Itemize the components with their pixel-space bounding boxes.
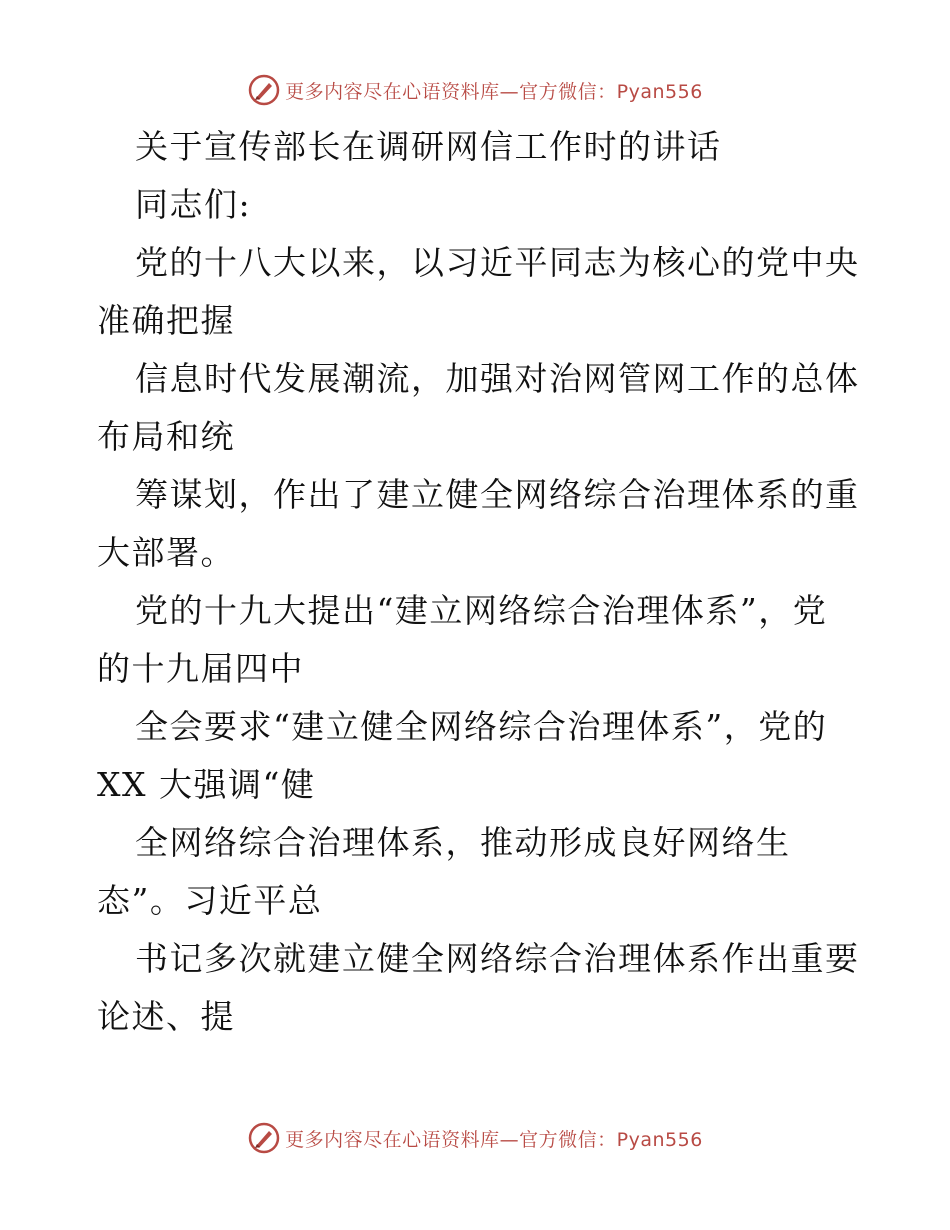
text-line: 筹谋划，作出了建立健全网络综合治理体系的重	[135, 475, 860, 514]
text-line: 信息时代发展潮流，加强对治网管网工作的总体	[135, 359, 860, 398]
watermark-text: 更多内容尽在心语资料库—官方微信：Pyan556	[285, 80, 703, 103]
document-body	[97, 118, 860, 1046]
text-line: 的十九届四中	[97, 649, 304, 688]
text-line: 布局和统	[97, 417, 235, 456]
text-line: 党的十九大提出“建立网络综合治理体系”，党	[135, 591, 828, 630]
text-line: 论述、提	[97, 997, 235, 1036]
text-line: 党的十八大以来，以习近平同志为核心的党中央	[135, 243, 860, 282]
text-line: XX 大强调“健	[97, 765, 316, 804]
text-line: 书记多次就建立健全网络综合治理体系作出重要	[135, 939, 860, 978]
text-line: 全会要求“建立健全网络综合治理体系”，党的	[135, 707, 828, 746]
text-line: 关于宣传部长在调研网信工作时的讲话	[135, 127, 722, 166]
watermark-text: 更多内容尽在心语资料库—官方微信：Pyan556	[285, 1128, 703, 1151]
text-line: 大部署。	[97, 533, 235, 572]
pen-logo-icon	[247, 1121, 281, 1155]
text-line: 全网络综合治理体系，推动形成良好网络生	[135, 823, 791, 862]
text-line: 准确把握	[97, 301, 235, 340]
text-line: 同志们:	[135, 185, 252, 224]
top-watermark-banner	[0, 70, 950, 110]
text-line: 态”。习近平总	[97, 881, 323, 920]
pen-logo-icon	[247, 73, 281, 107]
bottom-watermark-banner	[0, 1118, 950, 1158]
